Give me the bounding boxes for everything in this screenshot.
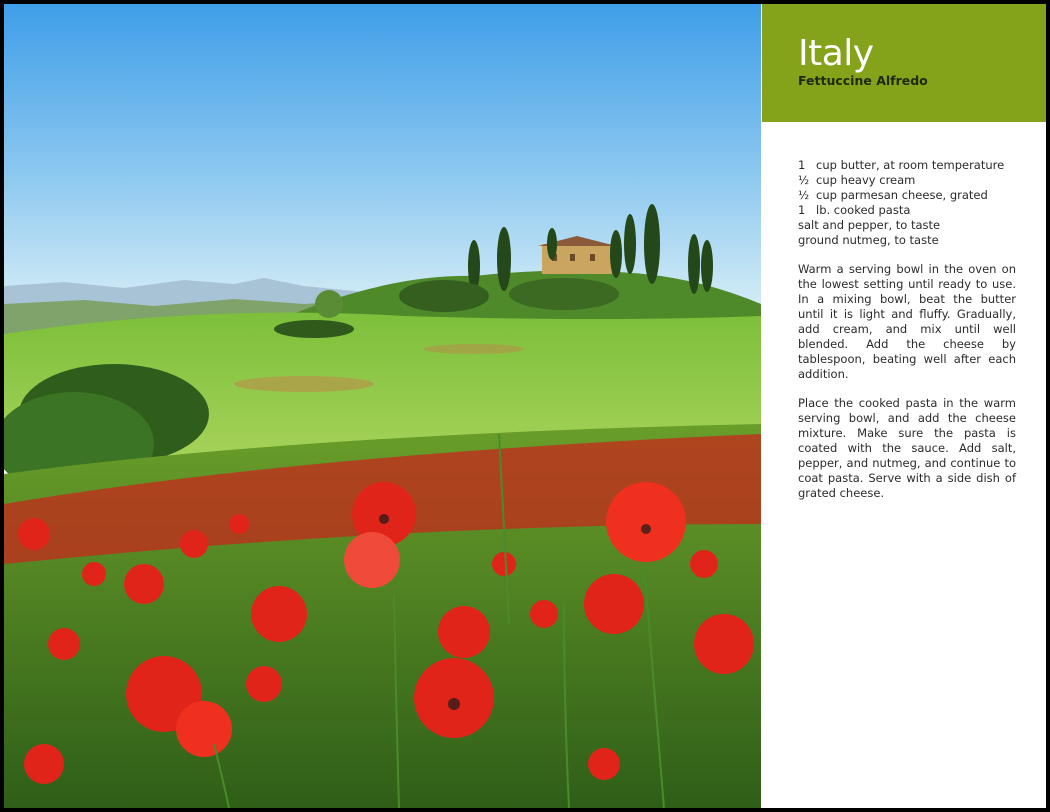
ingredient-item: ground nutmeg, to taste: [798, 233, 939, 247]
ingredient-list: [798, 158, 1016, 248]
ingredient-item: 1 lb. cooked pasta: [798, 203, 911, 217]
ingredient-item: 1 cup butter, at room temperature: [798, 158, 1005, 172]
header-band: [762, 4, 1046, 122]
recipe-page: [4, 4, 1046, 808]
directions-paragraph: Warm a serving bowl in the oven on the lowest setting until ready to use. In a mixing bowl, beat the butter until it is light and fluffy. Gradually, add cream, and mix until well blended. Add the cheese by tablespoon, beating well after each addition.: [798, 262, 1016, 381]
ingredient-item: ½ cup parmesan cheese, grated: [798, 188, 988, 202]
tuscan-landscape-photo: [4, 4, 761, 808]
recipe-body: [798, 158, 1016, 515]
ingredient-item: salt and pepper, to taste: [798, 218, 941, 232]
page-title: Italy: [798, 33, 874, 74]
recipe-panel: [762, 4, 1046, 808]
ingredient-item: ½ cup heavy cream: [798, 173, 916, 187]
directions-paragraph: Place the cooked pasta in the warm serving bowl, and add the cheese mixture. Make sure the pasta is coated with the sauce. Add salt, pepper, and nutmeg, and continue to coat pasta. Serve with a side dish of grated cheese.: [798, 396, 1016, 500]
recipe-name: Fettuccine Alfredo: [798, 73, 928, 88]
